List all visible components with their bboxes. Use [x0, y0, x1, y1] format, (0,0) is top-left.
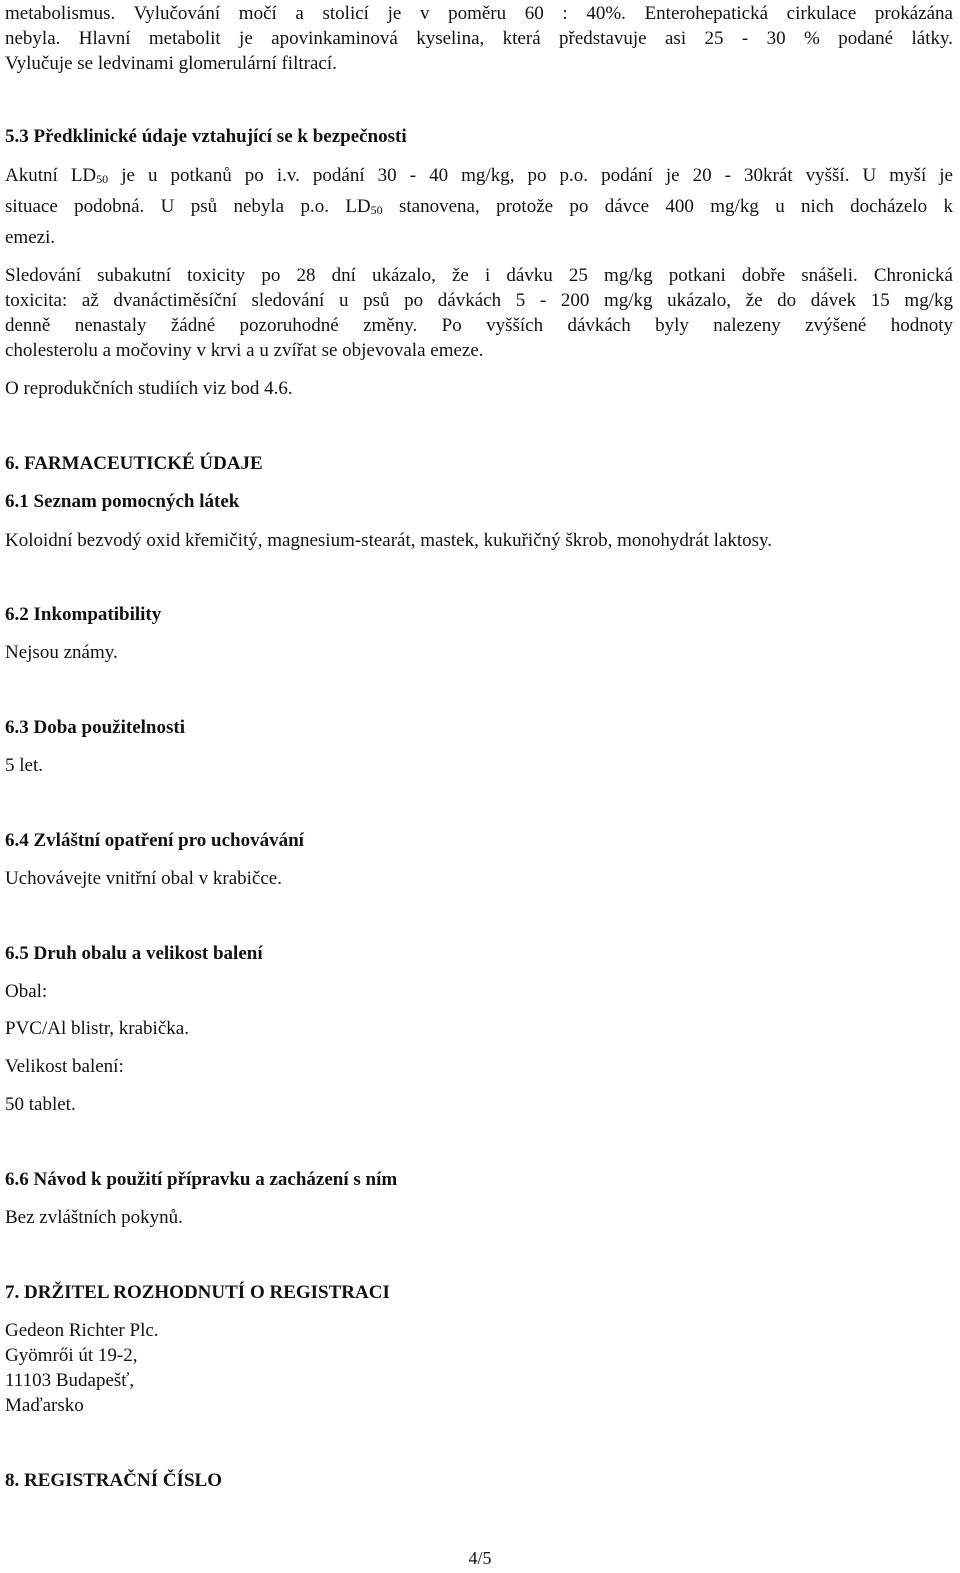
subscript: 50	[370, 203, 383, 217]
text-line: Sledování subakutní toxicity po 28 dní ukázalo, že i dávku 25 mg/kg potkani dobře snášeli. Chronická	[5, 265, 953, 286]
subscript: 50	[96, 172, 109, 186]
page-number: 4/5	[468, 1548, 492, 1568]
section-heading-6-5: 6.5 Druh obalu a velikost balení	[5, 943, 263, 964]
text-line: Maďarsko	[5, 1395, 84, 1416]
text-line: Obal:	[5, 981, 48, 1002]
text-line: Velikost balení:	[5, 1056, 124, 1077]
text-line: nebyla. Hlavní metabolit je apovinkaminová kyselina, která představuje asi 25 - 30 % podané látky.	[5, 28, 953, 49]
text-line: 11103 Budapešť,	[5, 1370, 135, 1391]
section-heading-6-4: 6.4 Zvláštní opatření pro uchovávání	[5, 830, 304, 851]
text-line: Gedeon Richter Plc.	[5, 1320, 159, 1341]
section-heading-5-3: 5.3 Předklinické údaje vztahující se k bezpečnosti	[5, 126, 407, 147]
text-line: Koloidní bezvodý oxid křemičitý, magnesium-stearát, mastek, kukuřičný škrob, monohydrát laktosy.	[5, 530, 773, 551]
text-line: PVC/Al blistr, krabička.	[5, 1018, 189, 1039]
text-line: Uchovávejte vnitřní obal v krabičce.	[5, 868, 282, 889]
text-line: Akutní $LD_{50}$ je u potkanů po i.v. podání 30 - 40 mg/kg, po p.o. podání je 20 - 30krát vyšší. U myší je	[5, 165, 953, 186]
section-heading-7: 7. DRŽITEL ROZHODNUTÍ O REGISTRACI	[5, 1282, 390, 1303]
text-line: 5 let.	[5, 755, 43, 776]
text-line: denně nenastaly žádné pozoruhodné změny. Po vyšších dávkách byly nalezeny zvýšené hodnoty	[5, 315, 953, 336]
text-line: Bez zvláštních pokynů.	[5, 1207, 183, 1228]
text-line: Gyömrői út 19-2,	[5, 1345, 138, 1366]
text-line: O reprodukčních studiích viz bod 4.6.	[5, 378, 293, 399]
section-heading-6-3: 6.3 Doba použitelnosti	[5, 717, 185, 738]
section-heading-8: 8. REGISTRAČNÍ ČÍSLO	[5, 1470, 222, 1491]
text-line: Nejsou známy.	[5, 642, 118, 663]
text-line: toxicita: až dvanáctiměsíční sledování u psů po dávkách 5 - 200 mg/kg ukázalo, že do dávek 15 mg/kg	[5, 290, 953, 311]
text-line: cholesterolu a močoviny v krvi a u zvířat se objevovala emeze.	[5, 340, 484, 361]
text-line: 50 tablet.	[5, 1094, 76, 1115]
text-line: Vylučuje se ledvinami glomerulární filtrací.	[5, 53, 337, 74]
section-heading-6-1: 6.1 Seznam pomocných látek	[5, 491, 240, 512]
section-heading-6-2: 6.2 Inkompatibility	[5, 604, 162, 625]
section-heading-6: 6. FARMACEUTICKÉ ÚDAJE	[5, 453, 263, 474]
section-heading-6-6: 6.6 Návod k použití přípravku a zacházení s ním	[5, 1169, 398, 1190]
text-line: emezi.	[5, 227, 56, 248]
text-line: situace podobná. U psů nebyla p.o. $LD_{50}$ stanovena, protože po dávce 400 mg/kg u nich docházelo k	[5, 196, 953, 217]
text-line: metabolismus. Vylučování močí a stolicí je v poměru 60 : 40%. Enterohepatická cirkulace prokázána	[5, 3, 953, 24]
